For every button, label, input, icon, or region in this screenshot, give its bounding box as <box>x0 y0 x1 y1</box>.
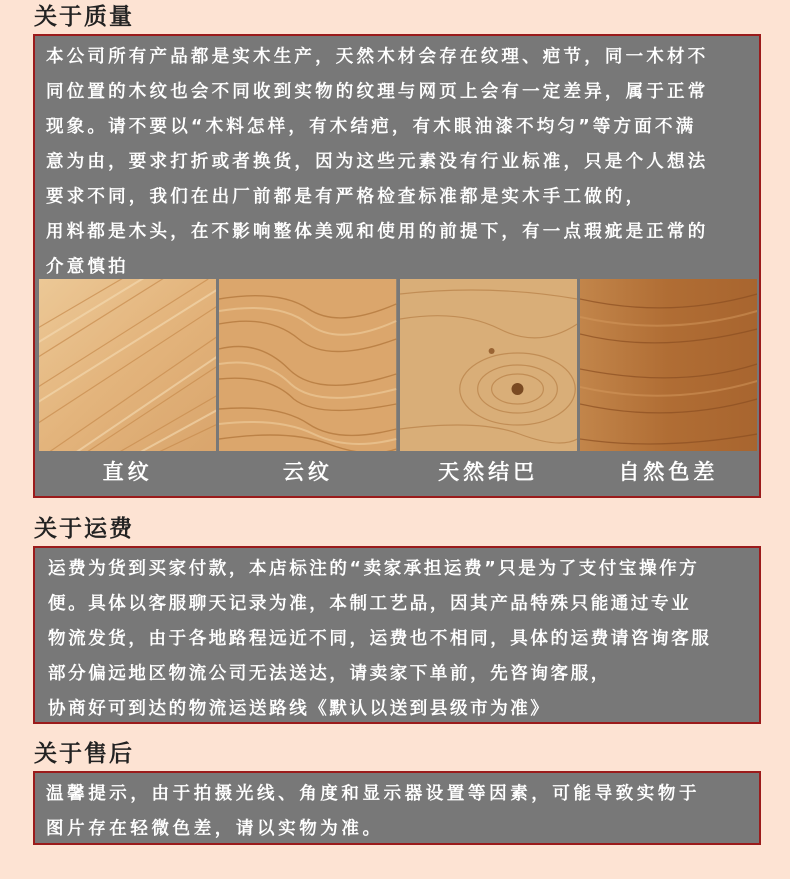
quality-panel <box>33 34 761 498</box>
wood-label: 天然结巴 <box>438 460 539 484</box>
wood-sample-straight-grain <box>39 279 216 451</box>
shipping-text <box>48 552 711 727</box>
quality-line: 要求不同，我们在出厂前都是有严格检查标准都是实木手工做的， <box>46 187 647 207</box>
wood-sample-color-difference <box>580 279 757 451</box>
aftersale-line: 温馨提示，由于拍摄光线、角度和显示器设置等因素，可能导致实物于 <box>46 784 701 804</box>
shipping-line: 运费为货到买家付款，本店标注的“卖家承担运费”只是为了支付宝操作方 <box>48 559 700 579</box>
shipping-line: 部分偏远地区物流公司无法送达，请卖家下单前，先咨询客服， <box>48 664 611 684</box>
wood-samples <box>39 279 757 451</box>
shipping-line: 物流发货，由于各地路程远近不同，运费也不相同，具体的运费请咨询客服 <box>48 629 712 649</box>
aftersale-text <box>46 777 700 847</box>
quality-heading: 关于质量 <box>34 4 134 30</box>
shipping-panel <box>33 546 761 724</box>
wood-label: 云纹 <box>282 460 333 484</box>
quality-line: 现象。请不要以“木料怎样，有木结疤，有木眼油漆不均匀”等方面不满 <box>46 117 697 137</box>
aftersale-panel <box>33 771 761 845</box>
shipping-line: 协商好可到达的物流运送路线《默认以送到县级市为准》 <box>48 699 551 719</box>
aftersale-line: 图片存在轻微色差，请以实物为准。 <box>46 819 384 839</box>
quality-line: 意为由，要求打折或者换货，因为这些元素没有行业标准，只是个人想法 <box>46 152 709 172</box>
quality-line: 用料都是木头，在不影响整体美观和使用的前提下，有一点瑕疵是正常的 <box>46 222 709 242</box>
wood-label: 直纹 <box>102 460 153 484</box>
wood-label: 自然色差 <box>618 460 719 484</box>
wood-sample-labels <box>39 456 757 486</box>
shipping-heading: 关于运费 <box>34 516 134 542</box>
wood-sample-cloud-grain <box>219 279 396 451</box>
aftersale-heading: 关于售后 <box>34 741 134 767</box>
wood-sample-natural-knot <box>400 279 577 451</box>
shipping-line: 便。具体以客服聊天记录为准，本制工艺品，因其产品特殊只能通过专业 <box>48 594 692 614</box>
quality-line: 介意慎拍 <box>46 257 129 277</box>
quality-text <box>46 40 708 285</box>
quality-line: 同位置的木纹也会不同收到实物的纹理与网页上会有一定差异，属于正常 <box>46 82 709 102</box>
quality-line: 本公司所有产品都是实木生产，天然木材会存在纹理、疤节，同一木材不 <box>46 47 709 67</box>
